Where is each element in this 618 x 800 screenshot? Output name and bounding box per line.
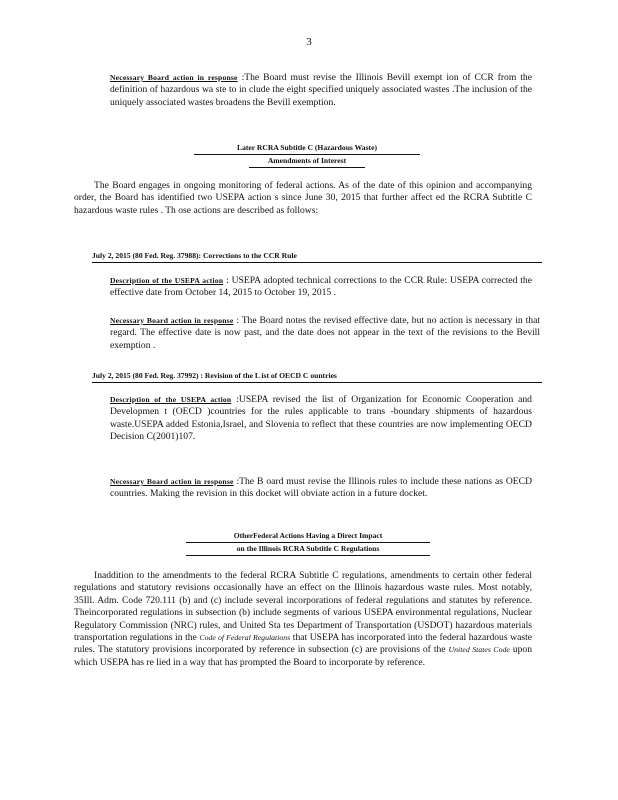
entry2-response — [110, 476, 532, 501]
heading-line-2: on the Illinois RCRA Subtitle C Regulations — [186, 543, 430, 556]
section-heading-later-amendments — [194, 142, 420, 168]
closing-text-a: Inaddition to the amendments to the federal RCRA Subtitle C regulations, amendments to certain other federal regulations and statutory revisions occasionally have an effect on the Illinois hazardous waste rules. Most notably, 35Ill. Adm. Code 720.111 (b) and (c) include several incorporations of federal regulations and statutes by reference. Theincorporated regulations in subsection (b) include segments of various USEPA environmental regulations, Nuclear Regulatory Commission (NRC) rules, and United Sta tes Department of Transportation (USDOT) hazardous materials transportation regulations in the — [74, 570, 532, 644]
response-text: :The B oard must revise the Illinois rules to include these nations as OECD countries. Making the revision in this docket will obviate action in a future docket. — [110, 476, 532, 500]
entry2-description — [110, 394, 532, 444]
usc-citation: United States Code — [448, 645, 510, 655]
response-label: Necessary Board action in response — [110, 477, 234, 486]
section-heading-other-federal-actions — [186, 530, 430, 556]
entry-title-oecd-countries: July 2, 2015 (80 Fed. Reg. 37992) : Revision of the L ist of OECD C ountries — [92, 370, 542, 383]
response-label: Necessary Board action in response — [110, 316, 234, 325]
entry1-response — [110, 315, 540, 352]
closing-text-b: that USEPA has incorporated into the federal hazardous waste rules. The statutory provisions incorporated by reference in subsection (c) are provisions of the — [74, 632, 532, 656]
description-text: : USEPA adopted technical corrections to the CCR Rule: USEPA corrected the effective date from October 14, 2015 to October 19, 2015 . — [110, 275, 532, 299]
heading-line-1: Later RCRA Subtitle C (Hazardous Waste) — [194, 142, 420, 155]
entry-title-ccr-corrections: July 2, 2015 (80 Fed. Reg. 37988): Corrections to the CCR Rule — [92, 250, 542, 263]
intro-text: The Board engages in ongoing monitoring of federal actions. As of the date of this opinion and accompanying order, the Board has identified two USEPA action s since June 30, 2015 that further affect ed the RCRA Subtitle C hazardous waste rules . Th ose actions are described as follows: — [74, 180, 532, 216]
heading-line-1: OtherFederal Actions Having a Direct Impact — [186, 530, 430, 543]
closing-text-c: upon which USEPA has re lied in a way that has prompted the Board to incorporate by reference. — [74, 644, 533, 668]
page-number: 3 — [306, 36, 312, 48]
entry1-description — [110, 275, 532, 300]
response-text: : The Board notes the revised effective date, but no action is necessary in that regard. The effective date is now past, and the date does not appear in the text of the revisions to the Bevill exemption . — [110, 315, 540, 351]
cfr-citation: Code of Federal Regulations — [199, 633, 291, 643]
response-text: :The Board must revise the Illinois Bevill exempt ion of CCR from the definition of hazardous wa ste to in clude the eight specified uniquely associated wastes .The inclusion of the uniquely associated wastes broadens the Bevill exemption. — [110, 72, 532, 108]
closing-paragraph — [74, 570, 532, 669]
heading-line-2: Amendments of Interest — [249, 155, 365, 168]
bevill-response-paragraph — [110, 72, 532, 109]
description-text: :USEPA revised the list of Organization for Economic Cooperation and Developmen t (OECD )countries for the rules applicable to trans -boundary shipments of hazardous waste.USEPA added Estonia,Israel, and Slovenia to reflect that these countries are now implementing OECD Decision C(2001)107. — [110, 394, 532, 443]
description-label: Description of the USEPA action — [110, 395, 232, 404]
intro-paragraph — [74, 180, 532, 217]
description-label: Description of the USEPA action — [110, 276, 224, 285]
response-label: Necessary Board action in response — [110, 73, 238, 82]
